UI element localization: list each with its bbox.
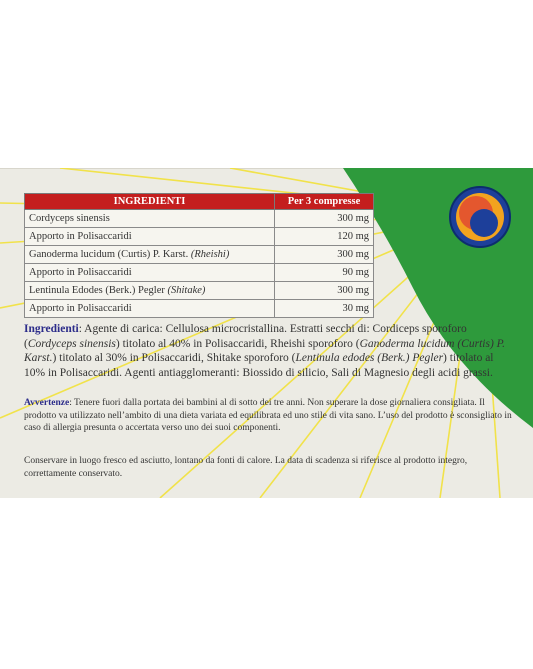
ingredient-name: Cordyceps sinensis [25,210,275,228]
ingredients-table [24,193,374,318]
table-row [25,228,374,246]
table-row [25,282,374,300]
ingredient-value: 30 mg [275,300,374,318]
table-row [25,300,374,318]
ingredients-heading: Ingredienti [24,323,79,335]
header-ingredients: INGREDIENTI [25,194,275,210]
ingredient-value: 300 mg [275,210,374,228]
ingredient-name: Apporto in Polisaccaridi [25,228,275,246]
table-row [25,264,374,282]
storage-paragraph: Conservare in luogo fresco ed asciutto, lontano da fonti di calore. La data di scadenza si riferisce al prodotto integro, correttamente conservato. [24,456,468,479]
ingredient-name: Apporto in Polisaccaridi [25,300,275,318]
ingredient-value: 300 mg [275,246,374,264]
ingredients-paragraph: Ingredienti: Agente di carica: Cellulosa microcristallina. Estratti secchi di: Cordiceps sporoforo (Cordyceps sinensis) titolato al 40% in Polisaccaridi, Rheishi sporoforo (Ganoderma lucidum (Curtis) P. Karst.) titolato al 30% in Polisaccaridi, Shitake sporoforo (Lentinula edodes (Berk.) Pegler) titolato al 10% in Polisaccaridi. Agenti antiagglomeranti: Biossido di silicio, Sali di Magnesio degli acidi grassi. [24,323,506,379]
warnings-paragraph: Avvertenze: Tenere fuori dalla portata dei bambini al di sotto dei tre anni. Non superare la dose giornaliera consigliata. Il prodotto va utilizzato nell’ambito di una dieta variata ed equilibrata ed uno stile di vita sano. L’uso del prodotto è sconsigliato in caso di allergia presunta o accertata verso uno dei suoi componenti. [24,398,512,433]
ingredient-value: 90 mg [275,264,374,282]
warnings-heading: Avvertenze [24,398,70,408]
ingredient-name: Lentinula Edodes (Berk.) Pegler (Shitake) [25,282,275,300]
sun-moon-logo-icon [448,185,512,249]
ingredient-name: Ganoderma lucidum (Curtis) P. Karst. (Rheishi) [25,246,275,264]
ingredient-value: 300 mg [275,282,374,300]
table-row [25,246,374,264]
header-per-3-tablets: Per 3 compresse [275,194,374,210]
table-row [25,210,374,228]
ingredient-value: 120 mg [275,228,374,246]
ingredient-name: Apporto in Polisaccaridi [25,264,275,282]
